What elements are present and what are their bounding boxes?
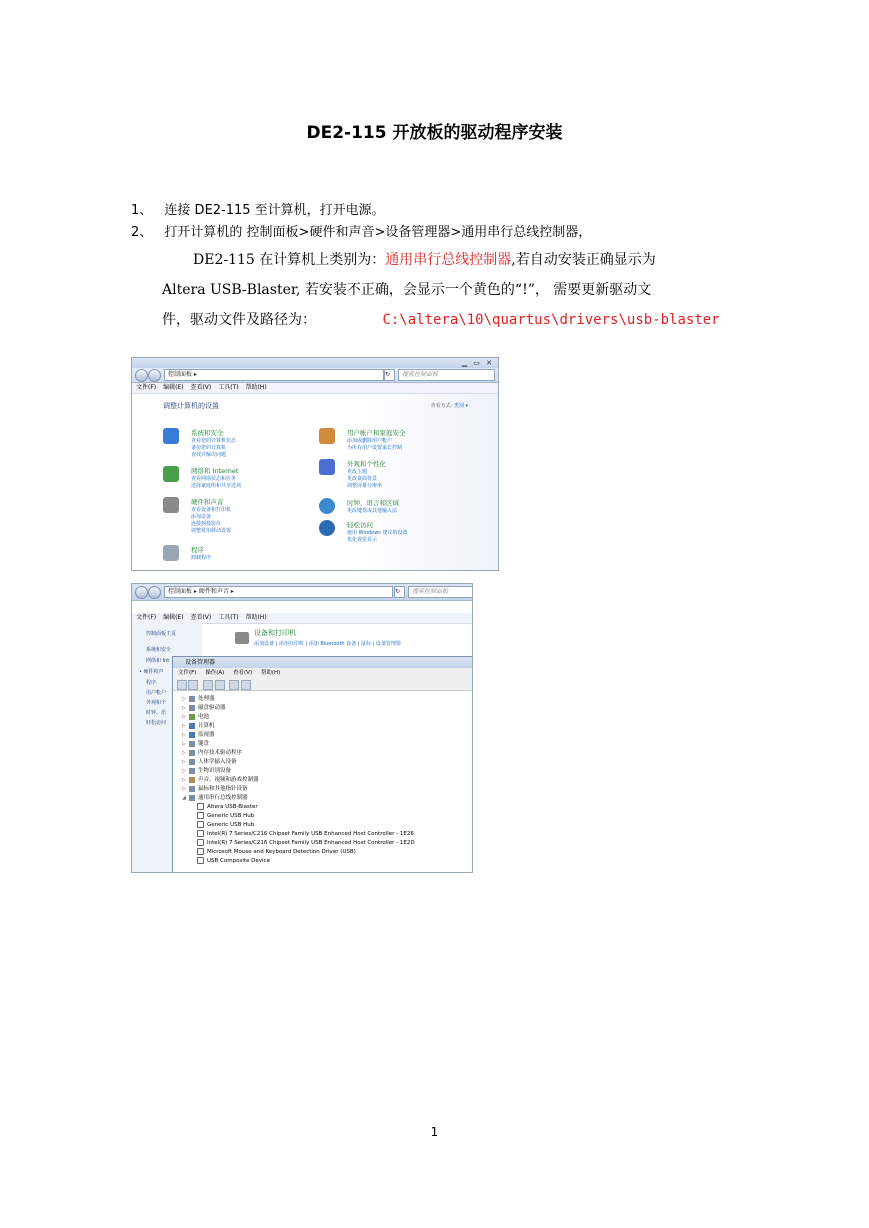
section-title[interactable]: 设备和打印机 — [254, 629, 296, 637]
accessibility-icon — [319, 520, 335, 536]
step-2-number: 2、 — [131, 225, 153, 240]
document-title: DE2-115 开放板的驱动程序安装 — [306, 123, 563, 143]
control-panel-body: 调整计算机的设置 查看方式: 类别 ▾ 系统和安全 查看您的计算机状态 备份您的计算机 查找并解决问题 网络和 Internet 查看网络状态和任务 选择家庭组和共享选项 硬件和声音 查看设备和打印机 添加设备 连接到投影仪 调整常用移动设置 程序 卸载程序 用户帐户和家庭安全 添加或删除用户帐户 为所有用户设置家长控制 外观和个性化 更改主题 更改桌面背景 调整屏幕分辨率 时钟、语言和区域 更改键盘或其他输入法 轻松访问 使用 Windows 建议的设置 优化视觉显示 — [132, 394, 498, 571]
device-manager-window — [172, 656, 473, 873]
paragraph-line-2: Altera USB-Blaster, 若安装不正确，会显示一个黄色的“!”， 需要更新驱动文 — [162, 282, 652, 298]
forward-button[interactable] — [148, 586, 161, 599]
shield-icon — [163, 428, 179, 444]
page-heading: 调整计算机的设置 — [163, 402, 219, 410]
usb-device[interactable]: Intel(R) 7 Series/C216 Chipset Family USB Enhanced Host Controller - 1E2D — [197, 839, 415, 848]
back-icon[interactable] — [177, 680, 187, 690]
menu-help[interactable]: 帮助(H) — [260, 670, 281, 676]
appearance-icon — [319, 459, 335, 475]
usb-device[interactable]: Generic USB Hub — [197, 821, 254, 830]
forward-icon[interactable] — [188, 680, 198, 690]
tree-node[interactable]: ▷ 电池 — [182, 714, 210, 720]
menu-bar — [132, 383, 498, 394]
view-by[interactable]: 查看方式: 类别 ▾ — [430, 403, 468, 409]
usb-device-altera[interactable]: Altera USB-Blaster — [197, 803, 258, 812]
tree-node[interactable]: ▷ 声音、视频和游戏控制器 — [182, 777, 259, 783]
menu-edit[interactable]: 编辑(E) — [163, 384, 184, 391]
usb-device[interactable]: Microsoft Mouse and Keyboard Detection Driver (USB) — [197, 848, 356, 857]
step-1-number: 1、 — [131, 203, 153, 218]
printer-icon — [163, 497, 179, 513]
step-2-text: 打开计算机的 控制面板>硬件和声音>设备管理器>通用串行总线控制器， — [164, 225, 592, 240]
step-2 — [131, 221, 591, 240]
paragraph-text: 件，驱动文件及路径为： — [162, 312, 316, 328]
menu-tools[interactable]: 工具(T) — [218, 614, 239, 621]
highlighted-category: 通用串行总线控制器 — [385, 252, 512, 268]
tree-node[interactable]: ▷ 键盘 — [182, 741, 210, 747]
usb-device[interactable]: Generic USB Hub — [197, 812, 254, 821]
forward-button[interactable] — [148, 369, 161, 382]
clock-icon — [319, 498, 335, 514]
tree-node-usb[interactable]: ◢ 通用串行总线控制器 — [182, 795, 248, 801]
globe-icon — [163, 466, 179, 482]
address-bar-row — [132, 368, 498, 383]
tree-node[interactable]: ▷ 处理器 — [182, 696, 215, 702]
menu-file[interactable]: 文件(F) — [136, 614, 157, 621]
search-input[interactable]: 搜索控制面板 — [398, 369, 495, 381]
search-input[interactable]: 搜索控制面板 — [408, 586, 473, 598]
back-button[interactable] — [135, 586, 148, 599]
side-link[interactable]: 网络和 Int — [146, 658, 170, 664]
refresh-icon[interactable]: ↻ — [394, 586, 405, 598]
paragraph-text: DE2-115 在计算机上类别为： — [193, 252, 386, 268]
page-number: 1 — [430, 1125, 439, 1139]
properties-icon[interactable] — [203, 680, 213, 690]
side-link[interactable]: 外观和个 — [146, 700, 167, 706]
paragraph-line-1 — [193, 249, 656, 269]
side-link-current[interactable]: • 硬件和声 — [139, 669, 164, 675]
back-button[interactable] — [135, 369, 148, 382]
window-titlebar — [132, 358, 498, 368]
devmgr-title: 设备管理器 — [173, 657, 473, 668]
menu-help[interactable]: 帮助(H) — [245, 614, 267, 621]
devmgr-toolbar — [173, 678, 473, 691]
side-link[interactable]: 系统和安全 — [146, 647, 172, 653]
control-panel-screenshot — [131, 357, 499, 571]
menu-file[interactable]: 文件(F) — [178, 670, 197, 676]
tree-node[interactable]: ▷ 内存技术驱动程序 — [182, 750, 243, 756]
tree-node[interactable]: ▷ 人体学输入设备 — [182, 759, 237, 765]
tree-node[interactable]: ▷ 监视器 — [182, 732, 215, 738]
menu-action[interactable]: 操作(A) — [205, 670, 225, 676]
menu-edit[interactable]: 编辑(E) — [163, 614, 184, 621]
step-1-text: 连接 DE2-115 至计算机，打开电源。 — [164, 203, 385, 218]
paragraph-text: ,若自动安装正确显示为 — [511, 252, 656, 268]
side-link[interactable]: 程序 — [146, 680, 157, 686]
view-icon[interactable] — [229, 680, 239, 690]
devmgr-menu — [173, 668, 473, 678]
menu-view[interactable]: 查看(V) — [190, 614, 212, 621]
menu-help[interactable]: 帮助(H) — [245, 384, 267, 391]
side-link[interactable]: 用户帐户 — [146, 690, 167, 696]
menu-view[interactable]: 查看(V) — [190, 384, 212, 391]
usb-device[interactable]: USB Composite Device — [197, 857, 270, 866]
tree-node[interactable]: ▷ 鼠标和其他指针设备 — [182, 786, 248, 792]
side-link[interactable]: 控制面板主页 — [146, 631, 177, 637]
section-links[interactable]: 添加设备 | 添加打印机 | 添加 Bluetooth 设备 | 鼠标 | 设备管理器 — [254, 641, 401, 647]
usb-device[interactable]: Intel(R) 7 Series/C216 Chipset Family USB Enhanced Host Controller - 1E26 — [197, 830, 414, 839]
tree-node[interactable]: ▷ 磁盘驱动器 — [182, 705, 226, 711]
side-link[interactable]: 时钟、语 — [146, 710, 167, 716]
users-icon — [319, 428, 335, 444]
address-bar-row — [132, 584, 472, 601]
help-icon[interactable] — [215, 680, 225, 690]
window-buttons[interactable]: ▁ ▭ ✕ — [461, 359, 494, 367]
refresh-icon[interactable]: ↻ — [384, 369, 395, 381]
driver-path: C:\altera\10\quartus\drivers\usb-blaster — [382, 312, 720, 328]
menu-file[interactable]: 文件(F) — [136, 384, 157, 391]
step-1 — [131, 199, 385, 218]
address-field[interactable]: 控制面板 ▸ 硬件和声音 ▸ — [164, 586, 393, 598]
side-link[interactable]: 轻松访问 — [146, 720, 167, 726]
address-field[interactable]: 控制面板 ▸ — [164, 369, 384, 381]
menu-tools[interactable]: 工具(T) — [218, 384, 239, 391]
device-manager-screenshot — [131, 583, 473, 873]
scan-icon[interactable] — [241, 680, 251, 690]
programs-icon — [163, 545, 179, 561]
menu-view[interactable]: 查看(V) — [233, 670, 253, 676]
tree-node[interactable]: ▷ 计算机 — [182, 723, 215, 729]
paragraph-line-3 — [162, 309, 720, 329]
tree-node[interactable]: ▷ 生物识别设备 — [182, 768, 232, 774]
printer-icon — [235, 632, 249, 644]
